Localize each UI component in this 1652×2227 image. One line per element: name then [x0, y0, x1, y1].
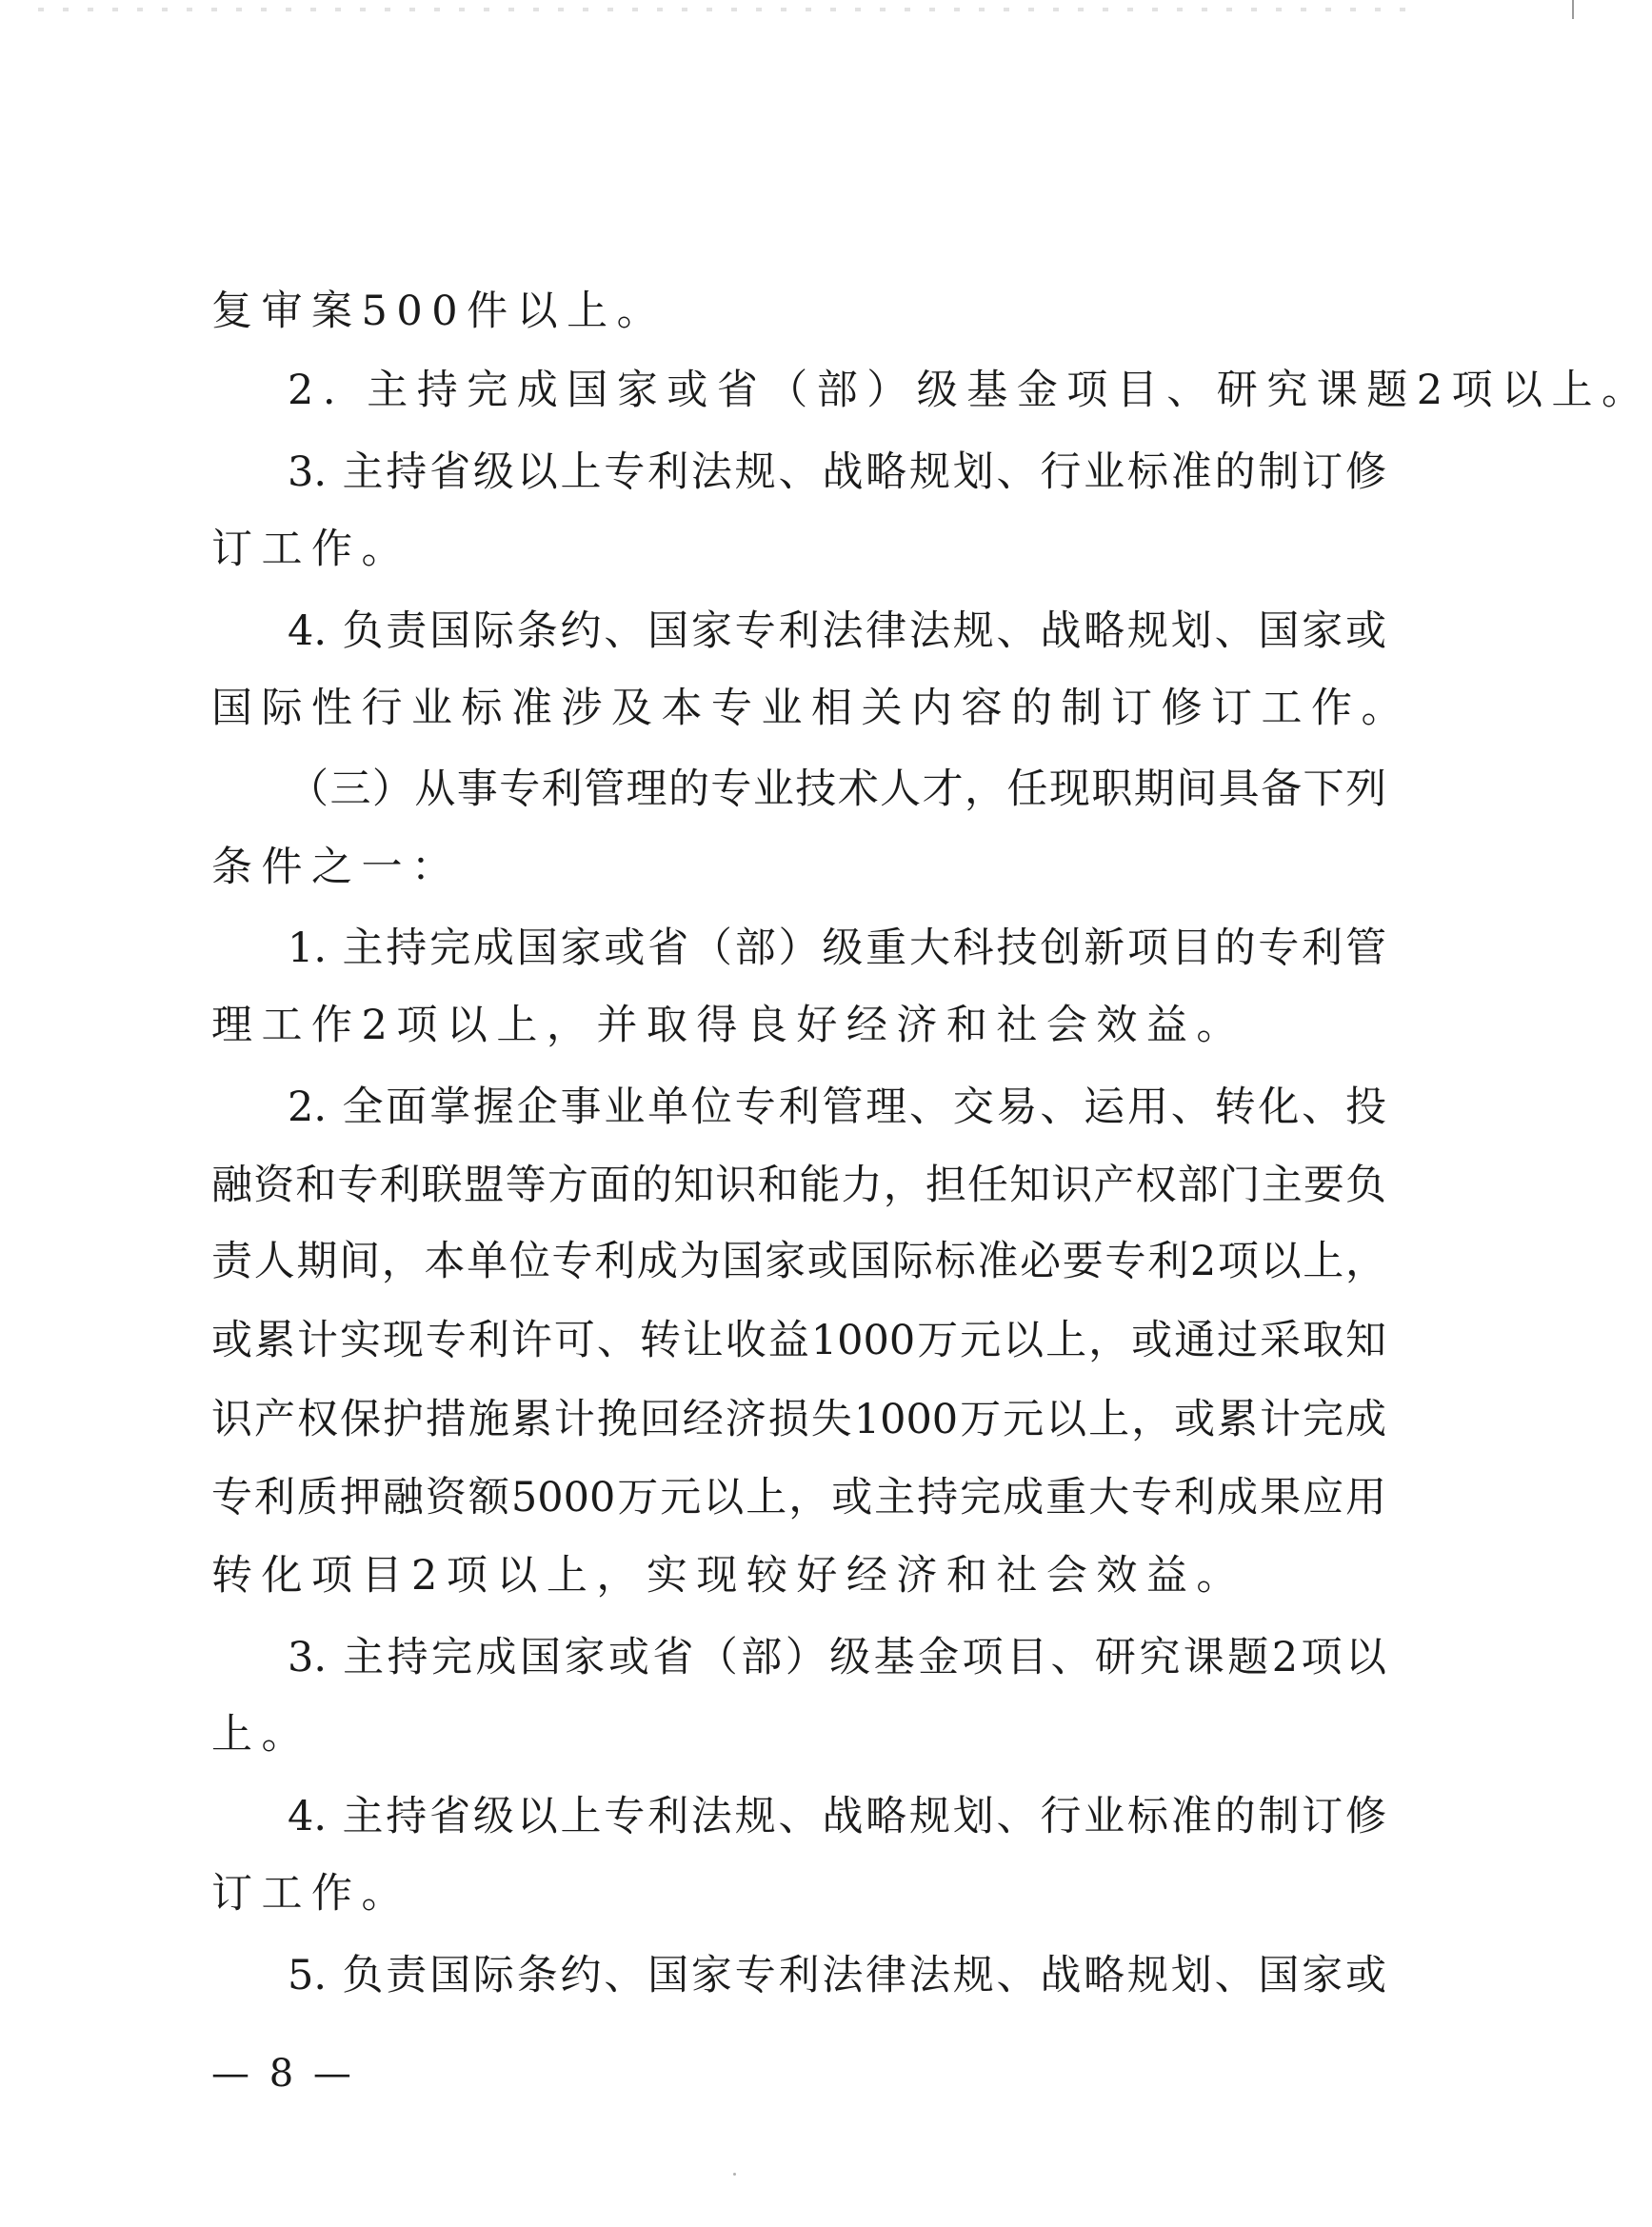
- text-line: 条件之一：: [211, 844, 462, 891]
- page-number: — 8 —: [211, 2052, 355, 2096]
- text-line: 3. 主持省级以上专利法规、战略规划、行业标准的制订修: [288, 448, 1386, 496]
- text-line: 国际性行业标准涉及本专业相关内容的制订修订工作。: [211, 685, 1411, 732]
- text-line: 3. 主持完成国家或省（部）级基金项目、研究课题2项以: [288, 1634, 1386, 1681]
- text-line: 1. 主持完成国家或省（部）级重大科技创新项目的专利管: [288, 925, 1386, 972]
- text-line: 转化项目2项以上，实现较好经济和社会效益。: [211, 1552, 1246, 1600]
- text-line: 2. 主持完成国家或省（部）级基金项目、研究课题2项以上。: [288, 367, 1652, 414]
- scan-speck: [733, 2173, 736, 2176]
- text-line: 4. 负责国际条约、国家专利法律法规、战略规划、国家或: [288, 607, 1386, 655]
- text-line: 订工作。: [211, 526, 411, 573]
- text-line: 识产权保护措施累计挽回经济损失1000万元以上，或累计完成: [211, 1396, 1386, 1443]
- text-line: 融资和专利联盟等方面的知识和能力，担任知识产权部门主要负: [211, 1162, 1386, 1209]
- text-line: 上。: [211, 1711, 311, 1759]
- text-line: 理工作2项以上，并取得良好经济和社会效益。: [211, 1002, 1246, 1049]
- text-line: 或累计实现专利许可、转让收益1000万元以上，或通过采取知: [211, 1317, 1386, 1364]
- text-line: 责人期间，本单位专利成为国家或国际标准必要专利2项以上，: [211, 1238, 1386, 1285]
- text-line: 订工作。: [211, 1870, 411, 1918]
- text-line: （三）从事专利管理的专业技术人才，任现职期间具备下列: [288, 766, 1386, 813]
- text-line: 专利质押融资额5000万元以上，或主持完成重大专利成果应用: [211, 1474, 1386, 1521]
- text-line: 4. 主持省级以上专利法规、战略规划、行业标准的制订修: [288, 1793, 1386, 1840]
- text-line: 2. 全面掌握企事业单位专利管理、交易、运用、转化、投: [288, 1084, 1386, 1131]
- text-line: 复审案500件以上。: [211, 288, 667, 335]
- text-line: 5. 负责国际条约、国家专利法律法规、战略规划、国家或: [288, 1952, 1386, 1999]
